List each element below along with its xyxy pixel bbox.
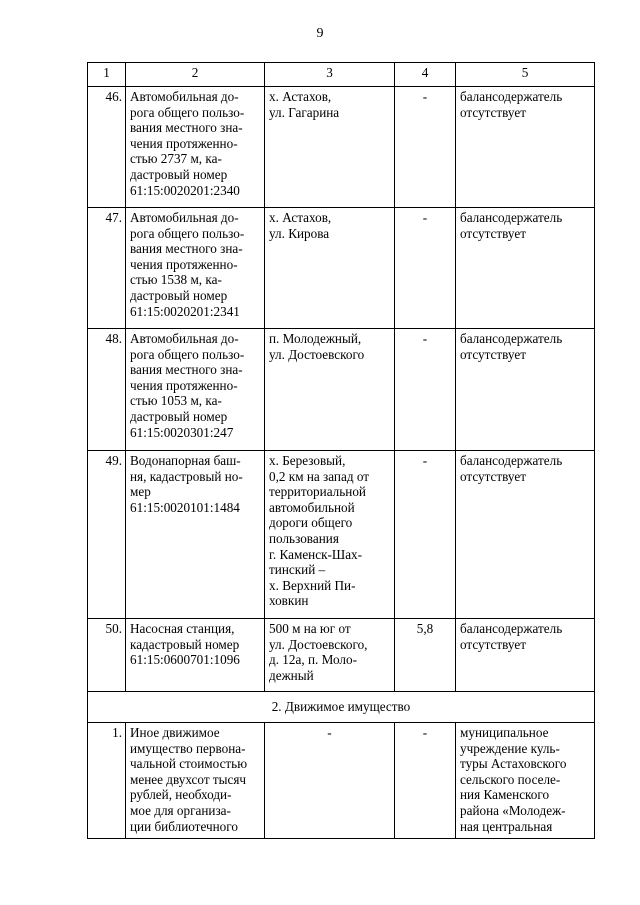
header-col-4: 4: [395, 63, 456, 87]
balance-holder: муниципальное учреждение куль- туры Астаховского сельского поселе- ния Каменского района «Молодеж- ная центральная: [456, 723, 595, 839]
row-number: 1.: [88, 723, 126, 839]
object-name: Иное движимое имущество первона- чальной стоимостью менее двухсот тысяч рублей, необходи- мое для организа- ции библиотечного: [126, 723, 265, 839]
object-address: 500 м на юг от ул. Достоевского, д. 12а, п. Моло- дежный: [265, 619, 395, 692]
property-registry-table: [87, 62, 595, 839]
header-col-5: 5: [456, 63, 595, 87]
row-number: 49.: [88, 451, 126, 619]
object-address: -: [265, 723, 395, 839]
table-row: [88, 619, 595, 692]
object-area: -: [395, 329, 456, 451]
table-row: [88, 723, 595, 839]
object-name: Насосная станция, кадастровый номер 61:15:0600701:1096: [126, 619, 265, 692]
row-number: 47.: [88, 208, 126, 329]
object-address: п. Молодежный, ул. Достоевского: [265, 329, 395, 451]
balance-holder: балансодержатель отсутствует: [456, 451, 595, 619]
header-col-2: 2: [126, 63, 265, 87]
table-row: [88, 329, 595, 451]
balance-holder: балансодержатель отсутствует: [456, 87, 595, 208]
object-area: -: [395, 208, 456, 329]
table-row: [88, 87, 595, 208]
balance-holder: балансодержатель отсутствует: [456, 329, 595, 451]
object-area: -: [395, 87, 456, 208]
row-number: 48.: [88, 329, 126, 451]
object-address: х. Березовый, 0,2 км на запад от территориальной автомобильной дороги общего пользования г. Каменск-Шах- тинский – х. Верхний Пи- ховкин: [265, 451, 395, 619]
object-area: -: [395, 451, 456, 619]
row-number: 50.: [88, 619, 126, 692]
table-row: [88, 451, 595, 619]
object-name: Автомобильная до- рога общего пользо- вания местного зна- чения протяженно- стью 2737 м, ка- дастровый номер 61:15:0020201:2340: [126, 87, 265, 208]
header-col-1: 1: [88, 63, 126, 87]
object-name: Водонапорная баш- ня, кадастровый но- мер 61:15:0020101:1484: [126, 451, 265, 619]
object-address: х. Астахов, ул. Кирова: [265, 208, 395, 329]
row-number: 46.: [88, 87, 126, 208]
balance-holder: балансодержатель отсутствует: [456, 619, 595, 692]
header-col-3: 3: [265, 63, 395, 87]
table-row: [88, 208, 595, 329]
object-address: х. Астахов, ул. Гагарина: [265, 87, 395, 208]
object-name: Автомобильная до- рога общего пользо- вания местного зна- чения протяженно- стью 1053 м, ка- дастровый номер 61:15:0020301:247: [126, 329, 265, 451]
page-number: 9: [316, 26, 324, 41]
object-area: 5,8: [395, 619, 456, 692]
section-row: [88, 692, 595, 723]
object-area: -: [395, 723, 456, 839]
table-header-row: [88, 63, 595, 87]
balance-holder: балансодержатель отсутствует: [456, 208, 595, 329]
section-title: 2. Движимое имущество: [88, 692, 595, 723]
object-name: Автомобильная до- рога общего пользо- вания местного зна- чения протяженно- стью 1538 м, ка- дастровый номер 61:15:0020201:2341: [126, 208, 265, 329]
